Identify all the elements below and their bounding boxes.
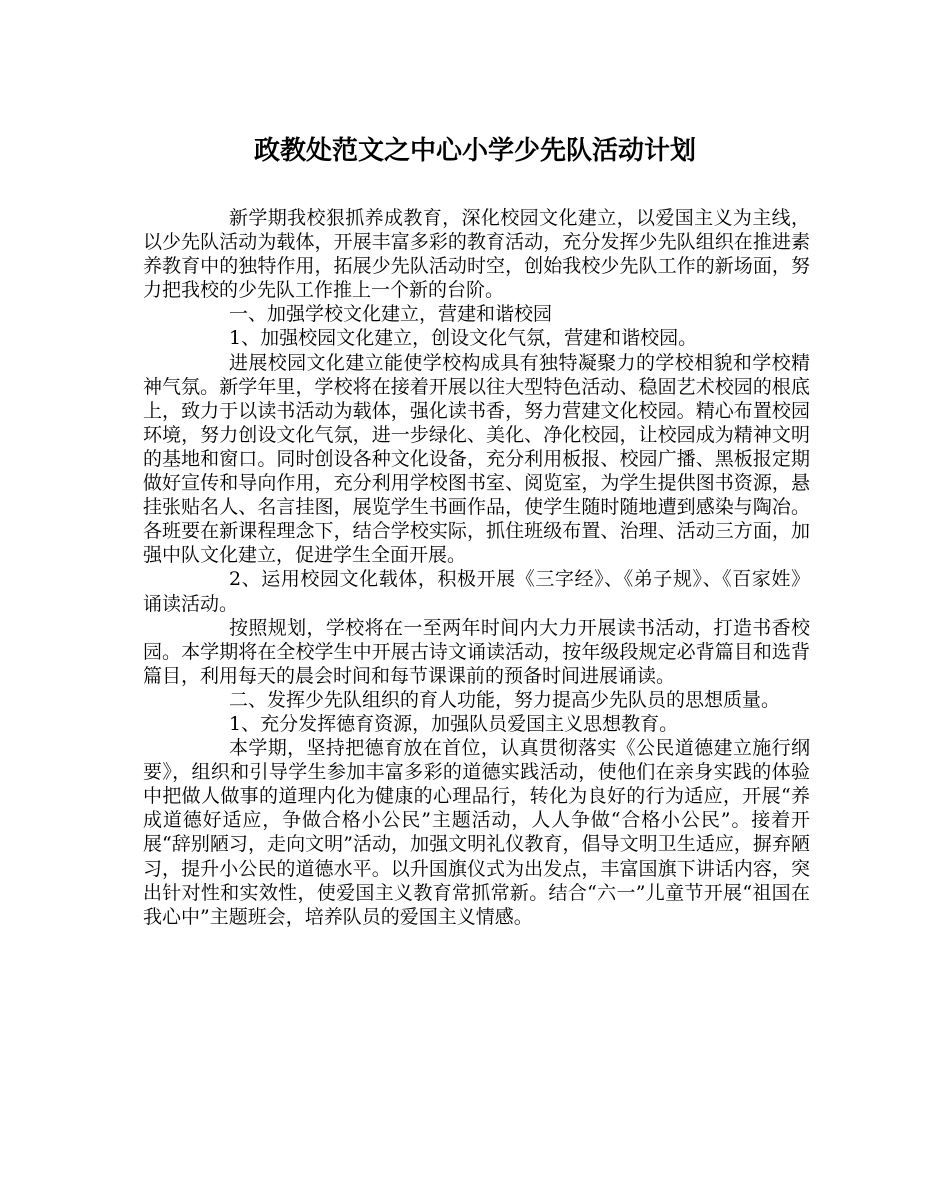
paragraph-intro: 新学期我校狠抓养成教育，深化校园文化建立，以爱国主义为主线，以少先队活动为载体，开展丰富多彩的教育活动，充分发挥少先队组织在推进素养教育中的独特作用，拓展少先队活动时空，创始我校少先队工作的新场面，努力把我校的少先队工作推上一个新的台阶。 <box>143 207 810 302</box>
paragraph-campus-culture: 进展校园文化建立能使学校构成具有独特凝聚力的学校相貌和学校精神气氛。新学年里，学校将在接着开展以往大型特色活动、稳固艺术校园的根底上，致力于以读书活动为载体，强化读书香，努力营建文化校园。精心布置校园环境，努力创设文化气氛，进一步绿化、美化、净化校园，让校园成为精神文明的基地和窗口。同时创设各种文化设备，充分利用板报、校园广播、黑板报定期做好宣传和导向作用，充分利用学校图书室、阅览室，为学生提供图书资源，悬挂张贴名人、名言挂图，展览学生书画作品，使学生随时随地遭到感染与陶冶。各班要在新课程理念下，结合学校实际，抓住班级布置、治理、活动三方面，加强中队文化建立，促进学生全面开展。 <box>143 351 810 567</box>
paragraph-moral-education: 本学期，坚持把德育放在首位，认真贯彻落实《公民道德建立施行纲要》，组织和引导学生参加丰富多彩的道德实践活动，使他们在亲身实践的体验中把做人做事的道理内化为健康的心理品行，转化为良好的行为适应，开展“养成道德好适应，争做合格小公民”主题活动，人人争做“合格小公民”。接着开展“辞别陋习，走向文明”活动，加强文明礼仪教育，倡导文明卫生适应，摒弃陋习，提升小公民的道德水平。以升国旗仪式为出发点，丰富国旗下讲话内容，突出针对性和实效性，使爱国主义教育常抓常新。结合“六一”儿童节开展“祖国在我心中”主题班会，培养队员的爱国主义情感。 <box>143 737 810 928</box>
subheading-1-1: 1、加强校园文化建立，创设文化气氛，营建和谐校园。 <box>229 327 698 350</box>
document-body <box>143 206 810 929</box>
subheading-2-1: 1、充分发挥德育资源，加强队员爱国主义思想教育。 <box>229 712 679 735</box>
section-heading-1: 一、加强学校文化建立，营建和谐校园 <box>229 303 553 326</box>
paragraph-reading-plan: 按照规划，学校将在一至两年时间内大力开展读书活动，打造书香校园。本学期将在全校学生中开展古诗文诵读活动，按年级段规定必背篇目和选背篇目，利用每天的晨会时间和每节课课前的预备时间进展诵读。 <box>143 616 810 687</box>
document-title: 政教处范文之中心小学少先队活动计划 <box>253 136 696 166</box>
subheading-1-2: 2、运用校园文化载体，积极开展《三字经》、《弟子规》、《百家姓》诵读活动。 <box>143 568 810 615</box>
section-heading-2: 二、发挥少先队组织的育人功能，努力提高少先队员的思想质量。 <box>229 688 781 711</box>
